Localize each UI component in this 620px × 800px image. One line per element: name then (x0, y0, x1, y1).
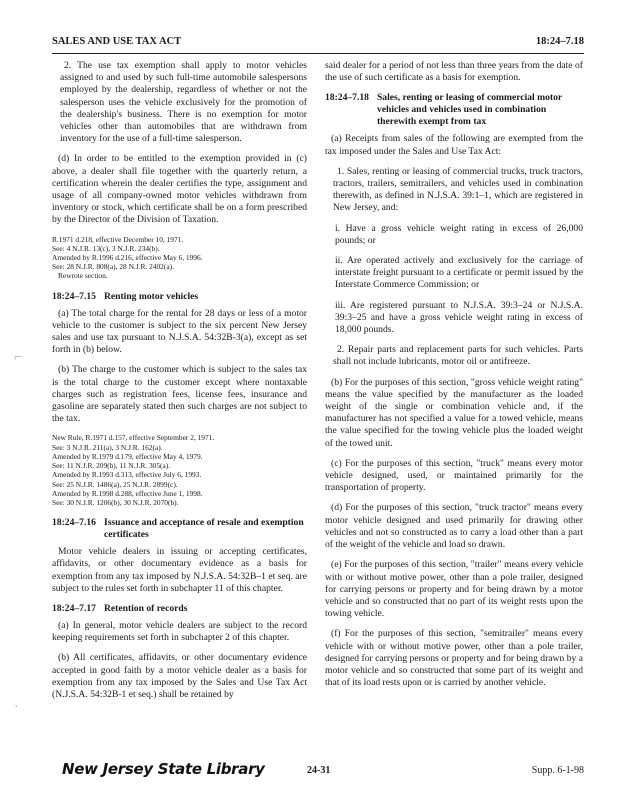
section-heading (52, 517, 307, 541)
paragraph: (e) For the purposes of this section, "trailer" means every vehicle with or without motive power, other than a pole trailer, designed for carrying persons or property and for being drawn by a motor vehicle and so constructed that no part of its weight rests upon the towing vehicle. (325, 559, 583, 620)
paragraph: Motor vehicle dealers in issuing or accepting certificates, affidavits, or other documentary evidence as a basis for exemption from any tax imposed by N.J.S.A. 54:32B–1 et seq. are subject to the rules set forth in subchapter 11 of this chapter. (52, 546, 307, 594)
library-stamp: New Jersey State Library (62, 760, 265, 778)
history-line: See: 3 N.J.R. 211(a), 3 N.J.R. 162(a). (52, 442, 163, 452)
section-title: Sales, renting or leasing of commercial motor vehicles and vehicles used in combination therewith exempt from tax (376, 92, 562, 128)
history-note (52, 235, 307, 281)
history-line: R.1971 d.218, effective December 10, 1971. (52, 234, 184, 244)
history-line: See: 25 N.J.R. 1486(a), 25 N.J.R. 2899(c). (52, 479, 178, 489)
section-title: Retention of records (103, 602, 188, 614)
paragraph: (f) For the purposes of this section, "semitrailer" means every vehicle with or without motive power, other than a pole trailer, designed for carrying persons or property and for being drawn by a motor vehicle and so constructed that some part of its weight and that of its load rests upon or is carried by another vehicle. (325, 628, 583, 689)
section-number: 18:24–7.16 (52, 517, 96, 529)
history-line: See: 30 N.J.R. 1206(b), 30 N.J.R. 2070(b). (52, 497, 179, 507)
section-number: 18:24–7.15 (52, 290, 96, 302)
header-section-number: 18:24–7.18 (535, 36, 584, 47)
header-title: SALES AND USE TAX ACT (52, 36, 182, 47)
paragraph: i. Have a gross vehicle weight rating in excess of 26,000 pounds; or (335, 222, 583, 246)
paragraph: (b) The charge to the customer which is subject to the sales tax is the total charge to the customer except where nontaxable charges such as registration fees, license fees, insurance and gasoline are separately stated then such charges are not subject to the tax. (52, 364, 307, 425)
left-column (52, 60, 307, 709)
section-heading (52, 603, 307, 615)
history-line: Amended by R.1998 d.288, effective June 1, 1998. (52, 488, 203, 498)
paragraph: ii. Are operated actively and exclusively for the carriage of interstate freight pursuant to a certificate or permit issued by the Interstate Commerce Commission; or (335, 255, 583, 291)
page-footer (52, 760, 584, 784)
header-rule (52, 53, 584, 54)
history-line: Amended by R.1993 d.313, effective July 6, 1993. (52, 470, 202, 480)
section-title: Issuance and acceptance of resale and exemption certificates (103, 517, 304, 541)
section-title: Renting motor vehicles (103, 290, 199, 302)
scan-mark: ⌐ (14, 350, 22, 365)
paragraph: (d) For the purposes of this section, "truck tractor" means every motor vehicle designed and used primarily for drawing other vehicles and not so constructed as to carry a load other than a part of the weight of the vehicle and load so drawn. (325, 502, 583, 551)
section-number: 18:24–7.18 (325, 92, 369, 104)
history-line: See: 4 N.J.R. 13(c), 3 N.J.R. 234(b). (52, 243, 160, 253)
paragraph: (c) For the purposes of this section, "truck" means every motor vehicle designed, used, or maintained primarily for the transportation of property. (325, 457, 583, 494)
history-line: New Rule, R.1971 d.157, effective September 2, 1971. (52, 433, 215, 443)
section-heading (52, 291, 307, 303)
history-line: Amended by R.1979 d.179, effective May 4, 1979. (52, 451, 203, 461)
section-number: 18:24–7.17 (52, 602, 96, 614)
paragraph: said dealer for a period of not less than three years from the date of the use of such certificate as a basis for exemption. (325, 60, 583, 84)
paragraph: (a) In general, motor vehicle dealers are subject to the record keeping requirements set forth in subchapter 2 of this chapter. (52, 619, 307, 644)
history-line: Amended by R.1996 d.216, effective May 6, 1996. (52, 253, 203, 263)
right-column (325, 60, 583, 697)
history-line: See: 11 N.J.R. 209(b), 11 N.J.R. 305(a). (52, 461, 171, 471)
section-heading (325, 92, 583, 128)
paragraph: 1. Sales, renting or leasing of commercial trucks, truck tractors, tractors, trailers, semitrailers, and vehicles used in combination therewith, as defined in N.J.S.A. 39:1–1, which are registered in New Jersey, and: (333, 165, 583, 214)
paragraph: (a) Receipts from sales of the following are exempted from the tax imposed under the Sales and Use Tax Act: (325, 133, 583, 157)
supplement-date: Supp. 6-1-98 (531, 765, 584, 776)
paragraph: (b) All certificates, affidavits, or other documentary evidence accepted in good faith by a motor vehicle dealer as a basis for exemption from any tax imposed by the Sales and Use Tax Act (N.J.S.A. 54:32B-1 et seq.) shall be retained by (52, 652, 307, 700)
paragraph: 2. The use tax exemption shall apply to motor vehicles assigned to and used by such full-time automobile salespersons employed by the dealership, regardless of whether or not the salesperson uses the vehicle exclusively for the promotion of the dealership's business. There is no exemption for motor vehicles other than automobiles that are withdrawn from inventory for the use of a full-time salesperson. (60, 60, 307, 145)
paragraph: 2. Repair parts and replacement parts for such vehicles. Parts shall not include lubricants, motor oil or antifreeze. (333, 344, 583, 368)
history-note (52, 433, 307, 507)
paragraph: (a) The total charge for the rental for 28 days or less of a motor vehicle to the customer is subject to the six percent New Jersey sales and use tax pursuant to N.J.S.A. 54:32B-3(a), except as set forth in (b) below. (52, 307, 307, 356)
history-line: See: 28 N.J.R. 808(a), 28 N.J.R. 2402(a). (52, 262, 174, 272)
paragraph: iii. Are registered pursuant to N.J.S.A. 39:3–24 or N.J.S.A. 39:3–25 and have a gross vehicle weight rating in excess of 18,000 pounds. (335, 299, 583, 336)
running-header (52, 36, 584, 52)
page-number: 24-31 (307, 765, 331, 776)
paragraph: (d) In order to be entitled to the exemption provided in (c) above, a dealer shall file together with the quarterly return, a certification wherein the dealer certifies the type, assignment and usage of all company-owned motor vehicles withdrawn from inventory or stock, which certificate shall be on a form prescribed by the Director of the Division of Taxation. (52, 153, 307, 226)
paragraph: (b) For the purposes of this section, "gross vehicle weight rating" means the value specified by the manufacturer as the loaded weight of the single or combination vehicle and, if the manufacturer has not specified a value for a towed vehicle, means the value specified for the towing vehicle plus the loaded weight of the towed unit. (325, 376, 583, 449)
history-line: Rewrote section. (58, 271, 108, 281)
scan-mark: · (14, 700, 19, 715)
